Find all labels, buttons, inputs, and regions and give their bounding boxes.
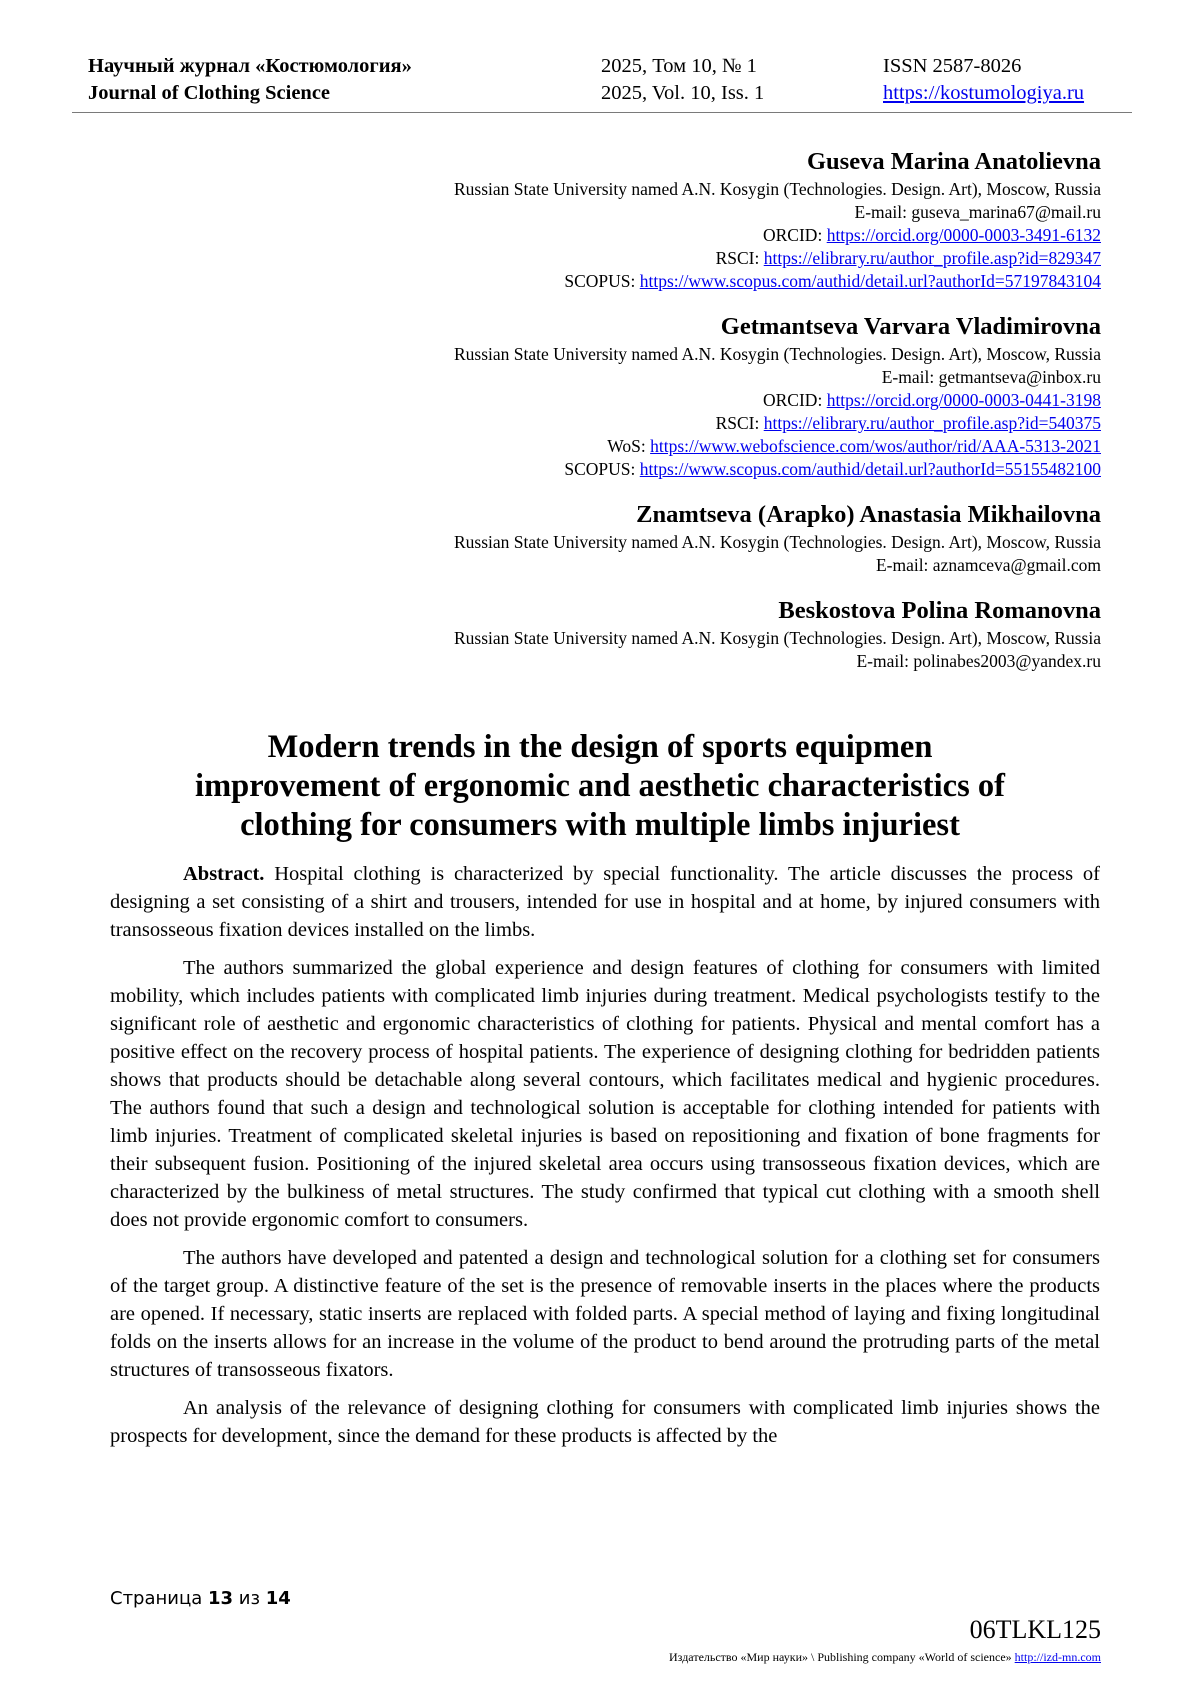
header-divider xyxy=(72,112,1132,113)
rsci-label: RSCI: xyxy=(715,248,764,268)
publisher-text: Издательство «Мир науки» \ Publishing company «World of science» xyxy=(669,1650,1015,1664)
author-affiliation: Russian State University named A.N. Kosygin (Technologies. Design. Art), Moscow, Russia xyxy=(453,628,1101,648)
rsci-link[interactable]: https://elibrary.ru/author_profile.asp?id=829347 xyxy=(763,248,1101,268)
abstract-paragraph: The authors have developed and patented a design and technological solution for a clothing set for consumers of the target group. A distinctive feature of the set is the presence of removable inserts in the places where the products are opened. If necessary, static inserts are replaced with folded parts. A special method of laying and fixing longitudinal folds on the inserts allows for an increase in the volume of the product to bend around the protruding parts of the metal structures of transosseous fixators. xyxy=(110,1247,1100,1381)
scopus-label: SCOPUS: xyxy=(564,459,640,479)
page-number xyxy=(110,1588,291,1609)
journal-name-ru: Научный журнал «Костюмология» xyxy=(88,55,412,77)
publisher-link[interactable]: http://izd-mn.com xyxy=(1014,1650,1101,1664)
orcid-label: ORCID: xyxy=(763,225,827,245)
journal-name xyxy=(88,53,412,107)
journal-issn-block xyxy=(883,53,1084,107)
scopus-link[interactable]: https://www.scopus.com/authid/detail.url?authorId=55155482100 xyxy=(639,459,1101,479)
title-line: clothing for consumers with multiple limbs injuriest xyxy=(240,807,960,843)
author-affiliation: Russian State University named A.N. Kosygin (Technologies. Design. Art), Moscow, Russia xyxy=(453,179,1101,199)
journal-name-en: Journal of Clothing Science xyxy=(88,82,331,104)
page-prefix: Страница xyxy=(110,1588,208,1609)
rsci-label: RSCI: xyxy=(715,413,764,433)
abstract-text: Hospital clothing is characterized by special functionality. The article discusses the process of designing a set consisting of a shirt and trousers, intended for use in hospital and at home, by injured consumers with transosseous fixation devices installed on the limbs. xyxy=(110,863,1100,941)
orcid-label: ORCID: xyxy=(763,390,827,410)
authors-block xyxy=(201,146,1101,691)
issue-en: 2025, Vol. 10, Iss. 1 xyxy=(601,82,765,104)
author-email: E-mail: polinabes2003@yandex.ru xyxy=(856,651,1101,671)
author-email: E-mail: aznamceva@gmail.com xyxy=(875,555,1101,575)
abstract-label: Abstract. xyxy=(183,863,265,885)
author-card xyxy=(201,595,1101,673)
rsci-link[interactable]: https://elibrary.ru/author_profile.asp?id=540375 xyxy=(763,413,1101,433)
orcid-link[interactable]: https://orcid.org/0000-0003-0441-3198 xyxy=(826,390,1101,410)
author-affiliation: Russian State University named A.N. Kosygin (Technologies. Design. Art), Moscow, Russia xyxy=(453,344,1101,364)
author-name: Znamtseva (Arapko) Anastasia Mikhailovna xyxy=(636,501,1101,528)
author-email: E-mail: getmantseva@inbox.ru xyxy=(881,367,1101,387)
author-email: E-mail: guseva_marina67@mail.ru xyxy=(854,202,1101,222)
author-card xyxy=(201,311,1101,481)
issn: ISSN 2587-8026 xyxy=(883,55,1022,77)
orcid-link[interactable]: https://orcid.org/0000-0003-3491-6132 xyxy=(826,225,1101,245)
wos-link[interactable]: https://www.webofscience.com/wos/author/rid/AAA-5313-2021 xyxy=(650,436,1101,456)
scopus-link[interactable]: https://www.scopus.com/authid/detail.url?authorId=57197843104 xyxy=(639,271,1101,291)
title-line: improvement of ergonomic and aesthetic characteristics of xyxy=(195,768,1005,804)
abstract-body xyxy=(110,860,1100,1460)
author-name: Getmantseva Varvara Vladimirovna xyxy=(720,313,1101,340)
scopus-label: SCOPUS: xyxy=(564,271,640,291)
publisher-line xyxy=(669,1650,1101,1665)
wos-label: WoS: xyxy=(607,436,651,456)
author-card xyxy=(201,146,1101,293)
journal-site-link[interactable]: https://kostumologiya.ru xyxy=(883,82,1085,104)
author-affiliation: Russian State University named A.N. Kosygin (Technologies. Design. Art), Moscow, Russia xyxy=(453,532,1101,552)
author-name: Beskostova Polina Romanovna xyxy=(778,597,1101,624)
page-current: 13 xyxy=(207,1588,234,1609)
journal-issue xyxy=(601,53,764,107)
article-code: 06TLKL125 xyxy=(969,1615,1101,1644)
paper-title xyxy=(100,728,1100,845)
title-line: Modern trends in the design of sports equipmen xyxy=(267,729,933,765)
page-total: 14 xyxy=(265,1588,291,1609)
author-card xyxy=(201,499,1101,577)
author-name: Guseva Marina Anatolievna xyxy=(806,148,1101,175)
abstract-paragraph: An analysis of the relevance of designing clothing for consumers with complicated limb injuries shows the prospects for development, since the demand for these products is affected by the xyxy=(110,1397,1100,1447)
abstract-paragraph: The authors summarized the global experience and design features of clothing for consumers with limited mobility, which includes patients with complicated limb injuries during treatment. Medical psychologists testify to the significant role of aesthetic and ergonomic characteristics of clothing for patients. Physical and mental comfort has a positive effect on the recovery process of hospital patients. The experience of designing clothing for bedridden patients shows that products should be detachable along several contours, which facilitates medical and hygienic procedures. The authors found that such a design and technological solution is acceptable for clothing intended for patients with limb injuries. Treatment of complicated skeletal injuries is based on repositioning and fixation of bone fragments for their subsequent fusion. Positioning of the injured skeletal area occurs using transosseous fixation devices, which are characterized by the bulkiness of metal structures. The study confirmed that typical cut clothing with a smooth shell does not provide ergonomic comfort to consumers. xyxy=(110,957,1100,1231)
issue-ru: 2025, Том 10, № 1 xyxy=(601,55,757,77)
page-sep: из xyxy=(233,1588,266,1609)
abstract-paragraph xyxy=(110,860,1100,944)
